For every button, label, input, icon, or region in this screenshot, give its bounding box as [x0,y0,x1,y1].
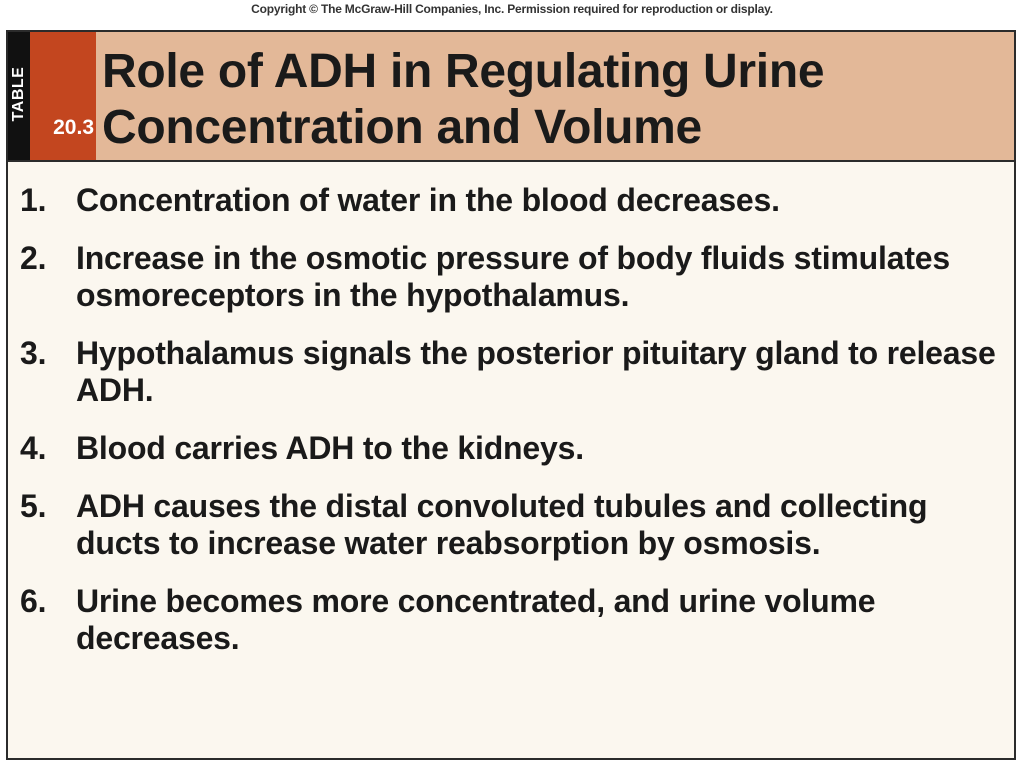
step-text: Increase in the osmotic pressure of body fluids stimulates osmoreceptors in the hypothalamus. [76,240,950,313]
step-text: Concentration of water in the blood decreases. [76,182,780,218]
step-item [8,182,1008,219]
copyright-notice: Copyright © The McGraw-Hill Companies, Inc. Permission required for reproduction or display. [251,2,773,16]
step-item [8,430,1008,467]
step-number: 2. [20,240,47,276]
step-item [8,240,1008,314]
step-text: Blood carries ADH to the kidneys. [76,430,584,466]
step-number: 6. [20,583,47,619]
table-label: TABLE [10,66,27,122]
step-number: 3. [20,335,47,371]
step-number: 4. [20,430,47,466]
step-number: 5. [20,488,47,524]
steps-list [8,182,1008,678]
table-tag-strip [8,32,30,160]
step-item [8,488,1008,562]
table-frame [6,30,1016,760]
table-title: Role of ADH in Regulating Urine Concentration and Volume [102,45,825,154]
table-header [8,32,1014,162]
step-number: 1. [20,182,47,218]
step-item [8,583,1008,657]
step-item [8,335,1008,409]
table-number-block [30,32,96,160]
step-text: ADH causes the distal convoluted tubules and collecting ducts to increase water reabsorption by osmosis. [76,488,928,561]
table-number: 20.3 [53,116,94,139]
step-text: Urine becomes more concentrated, and urine volume decreases. [76,583,876,656]
step-text: Hypothalamus signals the posterior pituitary gland to release ADH. [76,335,996,408]
